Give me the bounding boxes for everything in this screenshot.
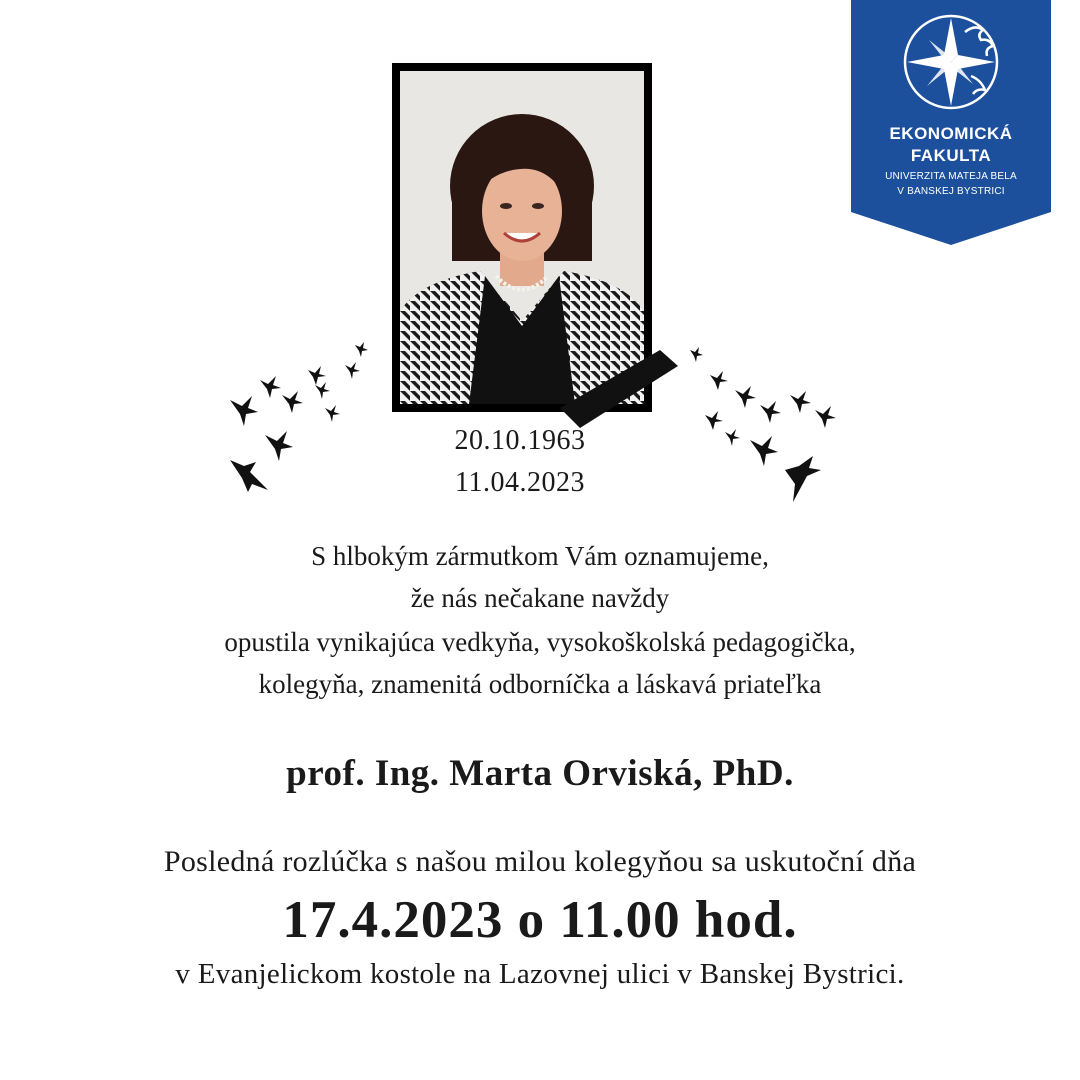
compass-star-icon bbox=[905, 16, 997, 108]
farewell-datetime: 17.4.2023 o 11.00 hod. bbox=[282, 891, 798, 949]
mourning-ribbon-icon bbox=[560, 350, 680, 430]
farewell-intro: Posledná rozlúčka s našou milou kolegyňou sa uskutoční dňa bbox=[163, 845, 917, 878]
message-line-2: že nás nečakane navždy bbox=[410, 583, 670, 613]
faculty-logo bbox=[851, 0, 1051, 245]
logo-title-line2: FAKULTA bbox=[910, 146, 992, 165]
deceased-name: prof. Ing. Marta Orviská, PhD. bbox=[286, 753, 794, 794]
message-line-3: opustila vynikajúca vedkyňa, vysokoškolská pedagogička, bbox=[224, 627, 856, 657]
farewell-place: v Evanjelickom kostole na Lazovnej ulici v Banskej Bystrici. bbox=[175, 958, 905, 990]
logo-subtitle-line1: UNIVERZITA MATEJA BELA bbox=[885, 171, 1017, 182]
logo-title-line1: EKONOMICKÁ bbox=[889, 124, 1013, 143]
death-date: 11.04.2023 bbox=[455, 467, 585, 498]
logo-subtitle-line2: V BANSKEJ BYSTRICI bbox=[897, 186, 1005, 197]
message-line-1: S hlbokým zármutkom Vám oznamujeme, bbox=[311, 541, 769, 571]
logo-badge bbox=[851, 0, 1051, 245]
birth-date: 20.10.1963 bbox=[454, 425, 586, 456]
message-line-4: kolegyňa, znamenitá odborníčka a láskavá priateľka bbox=[258, 669, 822, 699]
